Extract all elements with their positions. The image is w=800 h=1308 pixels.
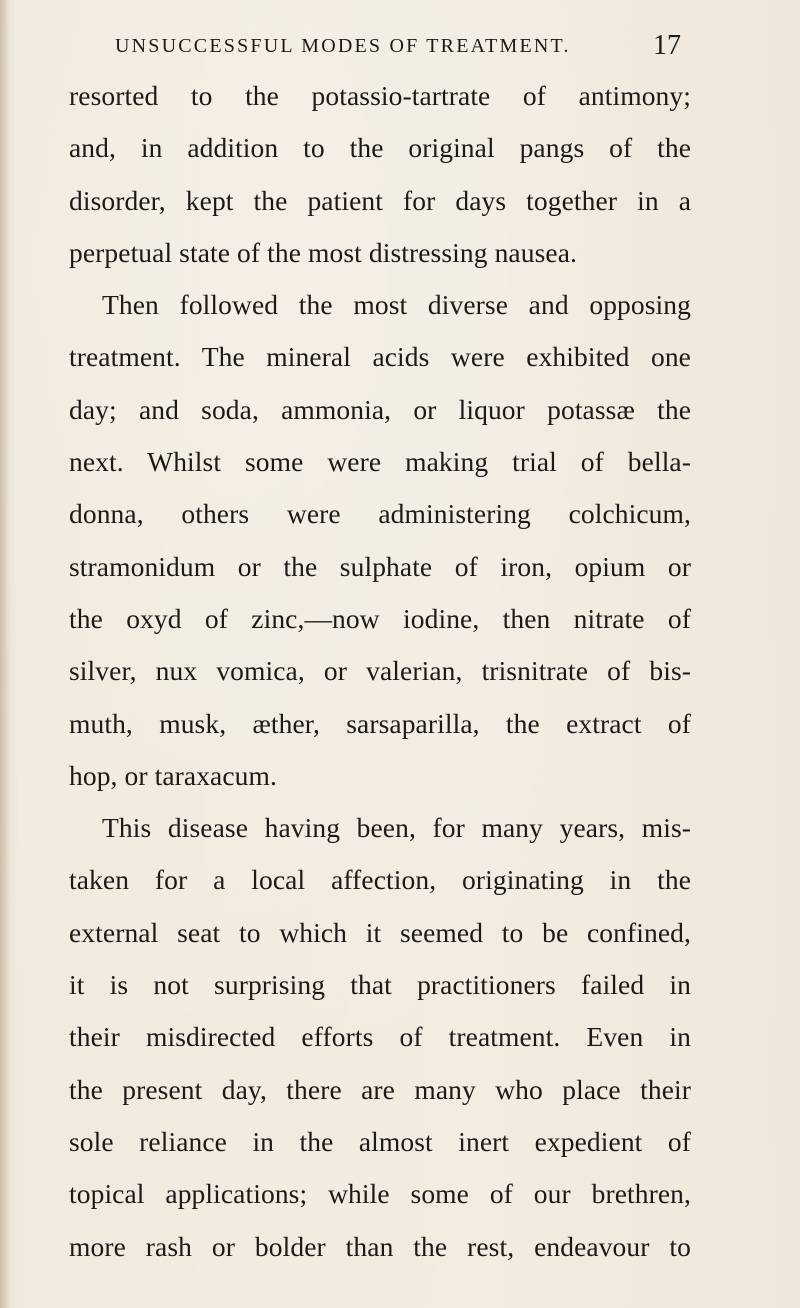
text-line: and, in addition to the original pangs of the (69, 132, 691, 164)
text-line: silver, nux vomica, or valerian, trisnitrate of bis- (69, 655, 691, 687)
text-line: resorted to the potassio-tartrate of antimony; (69, 80, 691, 111)
text-line: their misdirected efforts of treatment. Even in (69, 1021, 691, 1053)
text-line: disorder, kept the patient for days together in a (69, 184, 691, 216)
page-number: 17 (653, 30, 681, 61)
text-line: it is not surprising that practitioners failed in (69, 969, 691, 1001)
text-line: next. Whilst some were making trial of bella- (69, 446, 691, 478)
paragraph-start-line: Then followed the most diverse and opposing (102, 289, 691, 321)
text-line: more rash or bolder than the rest, endeavour to (69, 1230, 691, 1262)
text-line: topical applications; while some of our brethren, (69, 1178, 691, 1210)
text-line: day; and soda, ammonia, or liquor potassæ the (69, 393, 691, 425)
text-line: stramonidum or the sulphate of iron, opium or (69, 550, 691, 582)
text-line: treatment. The mineral acids were exhibited one (69, 341, 691, 373)
text-line: taken for a local affection, originating in the (69, 864, 691, 896)
page-header (115, 29, 685, 63)
text-line: hop, or taraxacum. (69, 759, 277, 791)
paragraph-start-line: This disease having been, for many years, mis- (102, 812, 691, 844)
text-line: perpetual state of the most distressing nausea. (69, 236, 577, 268)
page-gutter-shadow (0, 0, 10, 1308)
text-line: muth, musk, æther, sarsaparilla, the extract of (69, 707, 691, 739)
text-line: the oxyd of zinc,—now iodine, then nitrate of (69, 602, 691, 634)
text-line: donna, others were administering colchicum, (69, 498, 691, 530)
text-line: the present day, there are many who place their (69, 1073, 691, 1105)
body-text (69, 70, 691, 1273)
running-head: UNSUCCESSFUL MODES OF TREATMENT. (115, 34, 571, 57)
text-line: sole reliance in the almost inert expedient of (69, 1125, 691, 1157)
text-line: external seat to which it seemed to be confined, (69, 916, 691, 948)
